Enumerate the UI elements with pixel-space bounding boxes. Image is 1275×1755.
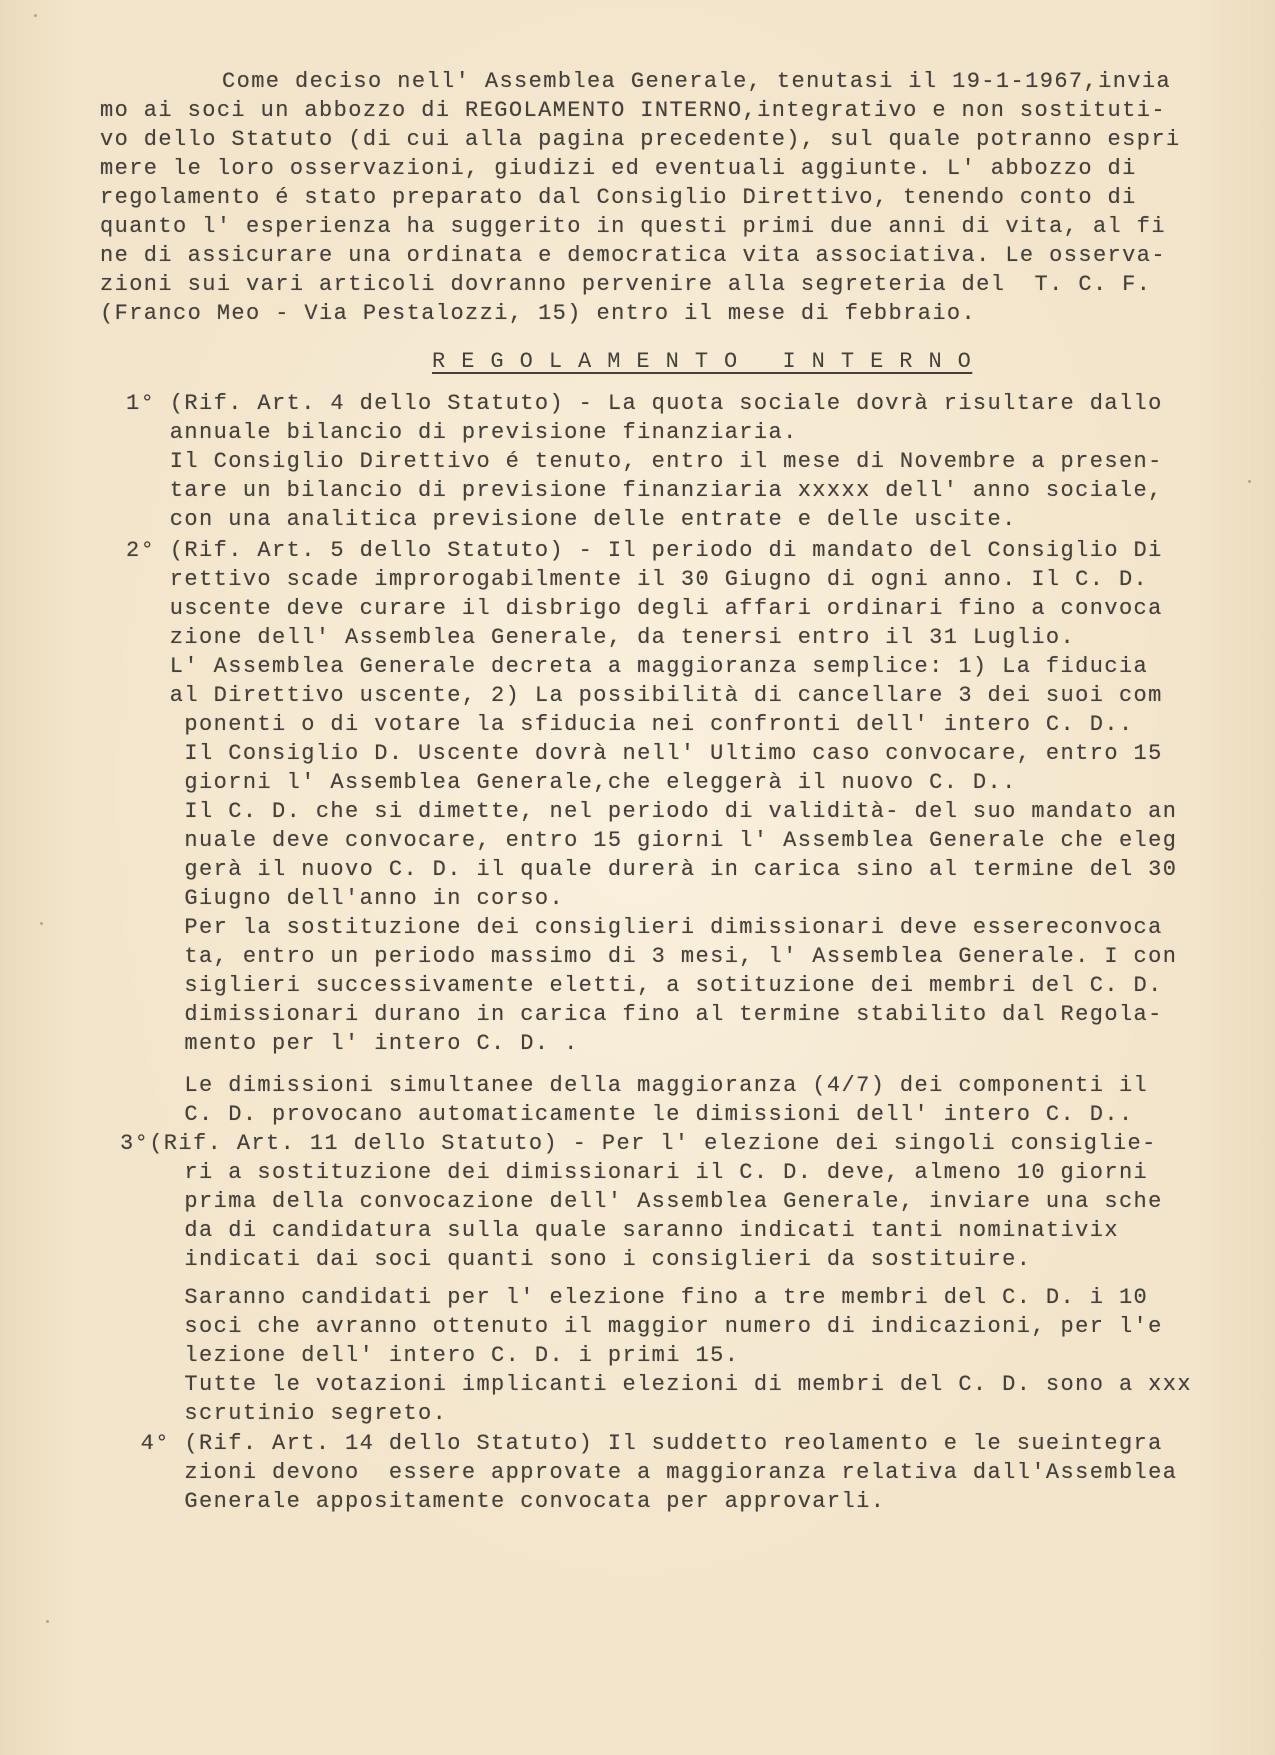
article-1-line: annuale bilancio di previsione finanziaria. [126,420,798,445]
article-3-line: prima della convocazione dell' Assemblea Generale, inviare una sche [126,1189,1163,1214]
article-4-line: zioni devono essere approvate a maggioranza relativa dall'Assemblea [126,1460,1178,1485]
paper-speck [46,1620,49,1623]
article-4-line: 4° (Rif. Art. 14 dello Statuto) Il suddetto reolamento e le sueintegra [126,1431,1163,1456]
article-2-line: uscente deve curare il disbrigo degli affari ordinari fino a convoca [126,596,1163,621]
intro-line: Come deciso nell' Assemblea Generale, tenutasi il 19-1-1967,invia [222,69,1172,94]
article-2-line: Per la sostituzione dei consiglieri dimissionari deve essereconvoca [126,915,1163,940]
article-2-line: giorni l' Assemblea Generale,che eleggerà il nuovo C. D.. [126,770,1017,795]
intro-line: mo ai soci un abbozzo di REGOLAMENTO INTERNO,integrativo e non sostituti- [100,98,1166,123]
article-3-line: Tutte le votazioni implicanti elezioni di membri del C. D. sono a xxx [126,1372,1192,1397]
article-2-line: gerà il nuovo C. D. il quale durerà in carica sino al termine del 30 [126,857,1178,882]
article-2-line: zione dell' Assemblea Generale, da tenersi entro il 31 Luglio. [126,625,1076,650]
article-1-line: Il Consiglio Direttivo é tenuto, entro il mese di Novembre a presen- [126,449,1163,474]
article-3-line: lezione dell' intero C. D. i primi 15. [126,1343,740,1368]
article-2-line: Le dimissioni simultanee della maggioranza (4/7) dei componenti il [126,1073,1149,1098]
intro-line: vo dello Statuto (di cui alla pagina precedente), sul quale potranno espri [100,127,1181,152]
intro-line: zioni sui vari articoli dovranno pervenire alla segreteria del T. C. F. [100,272,1152,297]
paper-speck [1248,480,1251,483]
article-4-line: Generale appositamente convocata per approvarli. [126,1489,886,1514]
article-3-line: soci che avranno ottenuto il maggior numero di indicazioni, per l'e [126,1314,1163,1339]
article-2-line: ta, entro un periodo massimo di 3 mesi, l' Assemblea Generale. I con [126,944,1178,969]
article-2-line: Il C. D. che si dimette, nel periodo di validità- del suo mandato an [126,799,1178,824]
paper-speck [34,14,37,17]
article-3-line: Saranno candidati per l' elezione fino a tre membri del C. D. i 10 [126,1285,1149,1310]
article-2-line: Il Consiglio D. Uscente dovrà nell' Ultimo caso convocare, entro 15 [126,741,1163,766]
intro-line: regolamento é stato preparato dal Consiglio Direttivo, tenendo conto di [100,185,1137,210]
intro-line: mere le loro osservazioni, giudizi ed eventuali aggiunte. L' abbozzo di [100,156,1137,181]
article-3-line: indicati dai soci quanti sono i consiglieri da sostituire. [126,1247,1032,1272]
article-2-line: Giugno dell'anno in corso. [126,886,565,911]
article-2-line: siglieri successivamente eletti, a sotituzione dei membri del C. D. [126,973,1163,998]
article-1-line: con una analitica previsione delle entrate e delle uscite. [126,507,1017,532]
article-2-line: dimissionari durano in carica fino al termine stabilito dal Regola- [126,1002,1163,1027]
intro-line: ne di assicurare una ordinata e democratica vita associativa. Le osserva- [100,243,1166,268]
article-2-line: mento per l' intero C. D. . [126,1031,579,1056]
paper-speck [40,922,43,925]
article-2-line: ponenti o di votare la sfiducia nei confronti dell' intero C. D.. [126,712,1134,737]
article-2-line: rettivo scade improrogabilmente il 30 Giugno di ogni anno. Il C. D. [126,567,1149,592]
article-3-line: scrutinio segreto. [126,1401,448,1426]
article-1-line: tare un bilancio di previsione finanziaria xxxxx dell' anno sociale, [126,478,1163,503]
article-2-line: C. D. provocano automaticamente le dimissioni dell' intero C. D.. [126,1102,1134,1127]
article-3-line: 3°(Rif. Art. 11 dello Statuto) - Per l' elezione dei singoli consiglie- [120,1131,1157,1156]
article-3-line: da di candidatura sulla quale saranno indicati tanti nominativix [126,1218,1119,1243]
document-title: R E G O L A M E N T O I N T E R N O [432,349,973,374]
article-1-line: 1° (Rif. Art. 4 dello Statuto) - La quota sociale dovrà risultare dallo [126,391,1163,416]
article-2-line: nuale deve convocare, entro 15 giorni l' Assemblea Generale che eleg [126,828,1178,853]
article-2-line: 2° (Rif. Art. 5 dello Statuto) - Il periodo di mandato del Consiglio Di [126,538,1163,563]
intro-line: quanto l' esperienza ha suggerito in questi primi due anni di vita, al fi [100,214,1166,239]
article-2-line: al Direttivo uscente, 2) La possibilità di cancellare 3 dei suoi com [126,683,1163,708]
article-2-line: L' Assemblea Generale decreta a maggioranza semplice: 1) La fiducia [126,654,1149,679]
intro-line: (Franco Meo - Via Pestalozzi, 15) entro il mese di febbraio. [100,301,977,326]
article-3-line: ri a sostituzione dei dimissionari il C. D. deve, almeno 10 giorni [126,1160,1149,1185]
